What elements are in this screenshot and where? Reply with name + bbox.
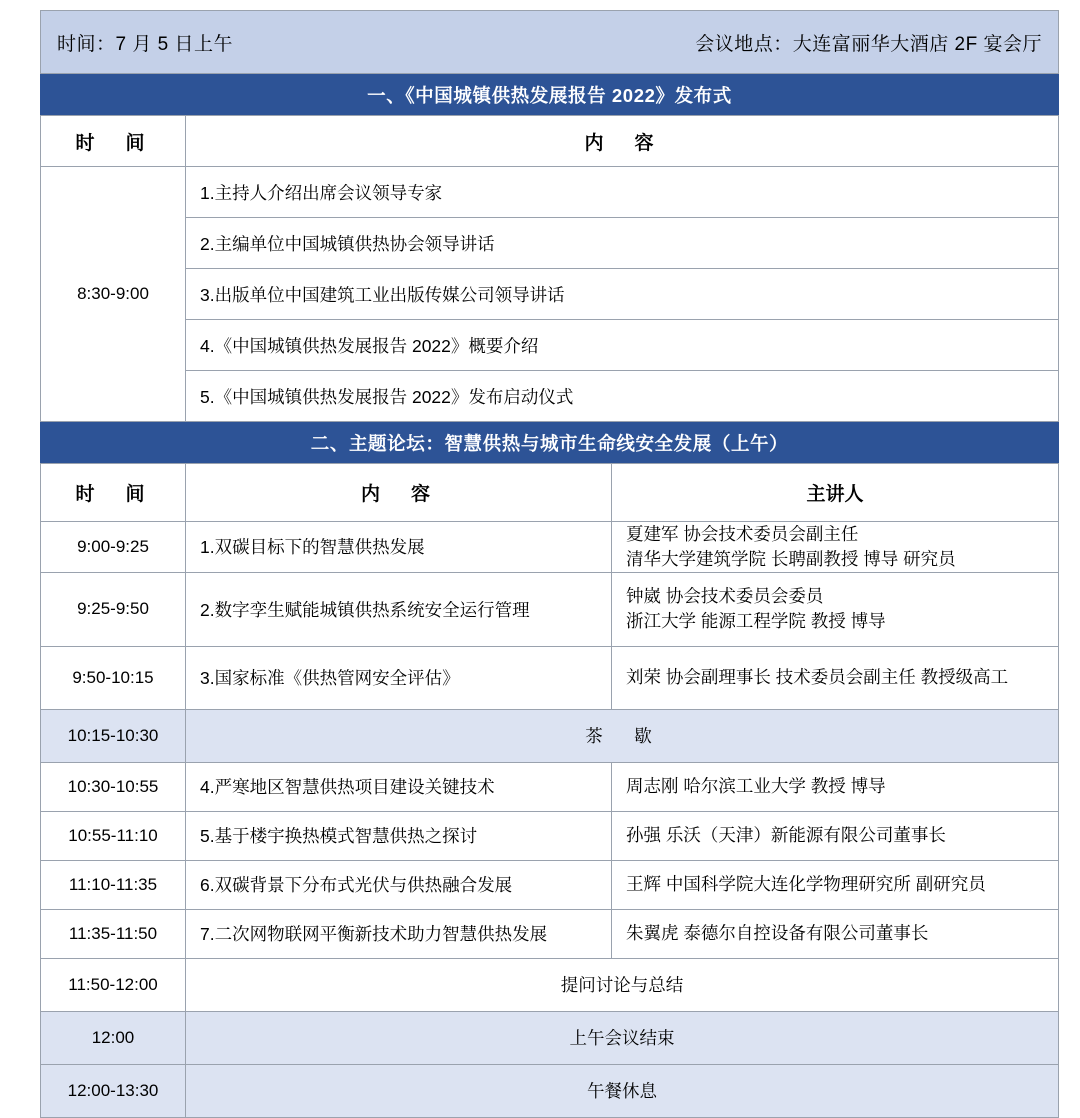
table-row: [41, 1011, 1059, 1064]
row-content: 茶 歇: [186, 709, 1059, 762]
section-1-item-4: 4.《中国城镇供热发展报告 2022》概要介绍: [186, 320, 1059, 371]
section-1-item-1: 1.主持人介绍出席会议领导专家: [186, 167, 1059, 218]
row-speaker: [612, 572, 1059, 646]
row-speaker: 孙强 乐沃（天津）新能源有限公司董事长: [612, 811, 1059, 860]
row-content: 午餐休息: [186, 1064, 1059, 1117]
section-1-banner-title: 一、《中国城镇供热发展报告 2022》发布式: [41, 74, 1059, 116]
section-2-banner-title: 二、主题论坛：智慧供热与城市生命线安全发展（上午）: [41, 422, 1059, 464]
section-1-item-5: 5.《中国城镇供热发展报告 2022》发布启动仪式: [186, 371, 1059, 422]
row-time: 12:00-13:30: [41, 1064, 186, 1117]
section-2-banner-row: [41, 422, 1059, 464]
section-2-header-time: 时 间: [41, 464, 186, 522]
table-row: [41, 320, 1059, 371]
meta-band-row: [41, 11, 1059, 74]
row-speaker: [612, 522, 1059, 573]
row-speaker: 周志刚 哈尔滨工业大学 教授 博导: [612, 762, 1059, 811]
table-row: [41, 572, 1059, 646]
row-time: 11:10-11:35: [41, 860, 186, 909]
row-time: 11:50-12:00: [41, 958, 186, 1011]
row-content: 7.二次网物联网平衡新技术助力智慧供热发展: [186, 909, 612, 958]
row-time: 10:55-11:10: [41, 811, 186, 860]
row-content: 上午会议结束: [186, 1011, 1059, 1064]
row-speaker-line-2: 清华大学建筑学院 长聘副教授 博导 研究员: [626, 548, 956, 569]
table-row: [41, 1064, 1059, 1117]
row-content: 6.双碳背景下分布式光伏与供热融合发展: [186, 860, 612, 909]
row-speaker: 王辉 中国科学院大连化学物理研究所 副研究员: [612, 860, 1059, 909]
section-1-banner-row: [41, 74, 1059, 116]
section-2-header-speaker: 主讲人: [612, 464, 1059, 522]
table-row: [41, 522, 1059, 573]
section-1-header-time: 时 间: [41, 116, 186, 167]
table-row: [41, 709, 1059, 762]
table-row: [41, 646, 1059, 709]
table-row: [41, 811, 1059, 860]
row-speaker: 朱翼虎 泰德尔自控设备有限公司董事长: [612, 909, 1059, 958]
row-speaker-line-1: 夏建军 协会技术委员会副主任: [626, 524, 859, 544]
row-time: 9:00-9:25: [41, 522, 186, 573]
table-row: [41, 958, 1059, 1011]
row-content: 5.基于楼宇换热模式智慧供热之探讨: [186, 811, 612, 860]
section-1-item-2: 2.主编单位中国城镇供热协会领导讲话: [186, 218, 1059, 269]
section-1-column-header-row: [41, 116, 1059, 167]
table-row: [41, 909, 1059, 958]
conference-agenda-table: [40, 10, 1059, 1118]
meta-band-cell: [41, 11, 1059, 74]
section-1-time-range: 8:30-9:00: [41, 167, 186, 422]
table-row: [41, 269, 1059, 320]
row-content: 3.国家标准《供热管网安全评估》: [186, 646, 612, 709]
row-content: 提问讨论与总结: [186, 958, 1059, 1011]
meeting-venue-label: 会议地点：大连富丽华大酒店 2F 宴会厅: [695, 33, 1043, 55]
table-row: [41, 860, 1059, 909]
row-time: 12:00: [41, 1011, 186, 1064]
row-content: 1.双碳目标下的智慧供热发展: [186, 522, 612, 573]
section-1-header-content: 内 容: [186, 116, 1059, 167]
table-row: [41, 371, 1059, 422]
row-speaker-line-1: 钟崴 协会技术委员会委员: [626, 586, 824, 607]
section-2-column-header-row: [41, 464, 1059, 522]
table-row: [41, 762, 1059, 811]
section-1-item-3: 3.出版单位中国建筑工业出版传媒公司领导讲话: [186, 269, 1059, 320]
row-time: 9:50-10:15: [41, 646, 186, 709]
row-content: 2.数字孪生赋能城镇供热系统安全运行管理: [186, 572, 612, 646]
table-row: [41, 167, 1059, 218]
table-row: [41, 218, 1059, 269]
row-speaker: 刘荣 协会副理事长 技术委员会副主任 教授级高工: [612, 646, 1059, 709]
row-content: 4.严寒地区智慧供热项目建设关键技术: [186, 762, 612, 811]
row-speaker-line-2: 浙江大学 能源工程学院 教授 博导: [626, 611, 886, 632]
section-2-header-content: 内 容: [186, 464, 612, 522]
row-time: 10:30-10:55: [41, 762, 186, 811]
row-time: 11:35-11:50: [41, 909, 186, 958]
row-time: 9:25-9:50: [41, 572, 186, 646]
row-time: 10:15-10:30: [41, 709, 186, 762]
meeting-time-label: 时间：7 月 5 日上午: [57, 33, 233, 55]
